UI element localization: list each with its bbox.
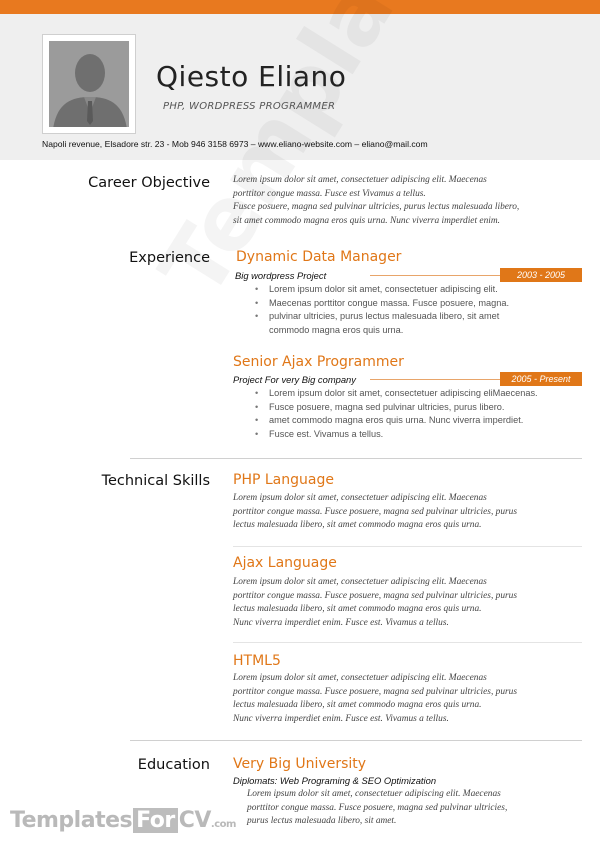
top-accent-bar	[0, 0, 600, 14]
section-divider	[130, 458, 582, 459]
bullet-continuation-text: commodo magna eros quis urna.	[269, 324, 404, 335]
skill-line: lectus malesuada libero, sit amet commodo magna eros quis urna.	[233, 700, 482, 710]
career-line: Fusce posuere, magna sed pulvinar ultricies, purus lectus malesuada libero,	[233, 202, 520, 212]
candidate-name: Qiesto Eliano	[156, 60, 347, 93]
logo-part: For	[133, 808, 178, 833]
candidate-subtitle: PHP, WORDPRESS PROGRAMMER	[163, 101, 336, 112]
bullet-item: • Fusce est. Vivamus a tellus.	[255, 428, 555, 442]
bullet-item: • pulvinar ultricies, purus lectus malesuada libero, sit amet	[255, 310, 555, 324]
skill-text	[233, 492, 583, 533]
profile-photo	[42, 34, 136, 134]
logo-suffix: .com	[210, 819, 236, 830]
bullet-continuation	[255, 324, 555, 338]
skill-divider	[233, 546, 582, 547]
job-role: Dynamic Data Manager	[236, 249, 402, 265]
job-dates: 2005 - Present	[500, 372, 582, 386]
bullet-item: • Fusce posuere, magna sed pulvinar ultricies, purus libero.	[255, 401, 555, 415]
education-text	[247, 788, 587, 829]
skill-line: lectus malesuada libero, sit amet commodo magna eros quis urna.	[233, 520, 482, 530]
skill-line: lectus malesuada libero, sit amet commodo magna eros quis urna.	[233, 604, 482, 614]
job-role: Senior Ajax Programmer	[233, 354, 404, 370]
education-line: porttitor congue massa. Fusce posuere, magna sed pulvinar ultricies,	[247, 802, 508, 813]
skill-name: Ajax Language	[233, 555, 337, 571]
job-project: Big wordpress Project	[235, 270, 327, 281]
skill-line: Lorem ipsum dolor sit amet, consectetuer adipiscing elit. Maecenas	[233, 673, 487, 683]
diploma-line: Diplomats: Web Programing & SEO Optimization	[233, 775, 437, 786]
skill-divider	[233, 642, 582, 643]
skill-text	[233, 672, 583, 726]
logo-part: CV	[178, 808, 211, 833]
school-name: Very Big University	[233, 756, 367, 772]
bullet-item: • Lorem ipsum dolor sit amet, consectetuer adipiscing elit.	[255, 283, 555, 297]
bullet-item: • Maecenas porttitor congue massa. Fusce posuere, magna.	[255, 297, 555, 311]
section-divider	[130, 740, 582, 741]
job-dates: 2003 - 2005	[500, 268, 582, 282]
section-title-skills: Technical Skills	[101, 473, 210, 489]
skill-name: HTML5	[233, 653, 281, 669]
avatar-placeholder-icon	[49, 41, 129, 127]
date-rule	[370, 275, 500, 276]
skill-line: Lorem ipsum dolor sit amet, consectetuer adipiscing elit. Maecenas	[233, 493, 487, 503]
bullet-item: • Lorem ipsum dolor sit amet, consectetuer adipiscing eliMaecenas.	[255, 387, 555, 401]
skill-line: porttitor congue massa. Fusce posuere, magna sed pulvinar ultricies, purus	[233, 686, 518, 697]
job-project: Project For very Big company	[233, 374, 356, 385]
date-rule	[370, 379, 500, 380]
section-title-experience: Experience	[129, 250, 210, 266]
logo-part: Templates	[10, 808, 133, 833]
section-title-career: Career Objective	[88, 175, 210, 191]
contact-line: Napoli revenue, Elsadore str. 23 - Mob 946 3158 6973 – www.eliano-website.com – eliano@mail.com	[42, 139, 428, 149]
skill-line: porttitor congue massa. Fusce posuere, magna sed pulvinar ultricies, purus	[233, 506, 518, 517]
job-bullets	[255, 387, 555, 441]
skill-name: PHP Language	[233, 472, 334, 488]
education-line: purus lectus malesuada libero, sit amet.	[247, 816, 397, 826]
skill-line: Nunc viverra imperdiet enim. Fusce est. Vivamus a tellus.	[233, 713, 449, 724]
career-line: sit amet commodo magna eros quis urna. Nunc viverra imperdiet enim.	[233, 215, 500, 226]
section-title-education: Education	[137, 757, 210, 773]
career-line: porttitor congue massa. Fusce est Vivamus a tellus.	[233, 188, 426, 199]
skill-line: Lorem ipsum dolor sit amet, consectetuer adipiscing elit. Maecenas	[233, 577, 487, 587]
job-bullets	[255, 283, 555, 337]
skill-line: porttitor congue massa. Fusce posuere, magna sed pulvinar ultricies, purus	[233, 590, 518, 601]
skill-text	[233, 576, 583, 630]
career-text	[233, 174, 583, 228]
templatesforcv-logo	[10, 808, 236, 833]
bullet-item: • amet commodo magna eros quis urna. Nunc viverra imperdiet.	[255, 414, 555, 428]
career-line: Lorem ipsum dolor sit amet, consectetuer adipiscing elit. Maecenas	[233, 175, 487, 185]
skill-line: Nunc viverra imperdiet enim. Fusce est. Vivamus a tellus.	[233, 617, 449, 628]
education-line: Lorem ipsum dolor sit amet, consectetuer adipiscing elit. Maecenas	[247, 789, 501, 799]
